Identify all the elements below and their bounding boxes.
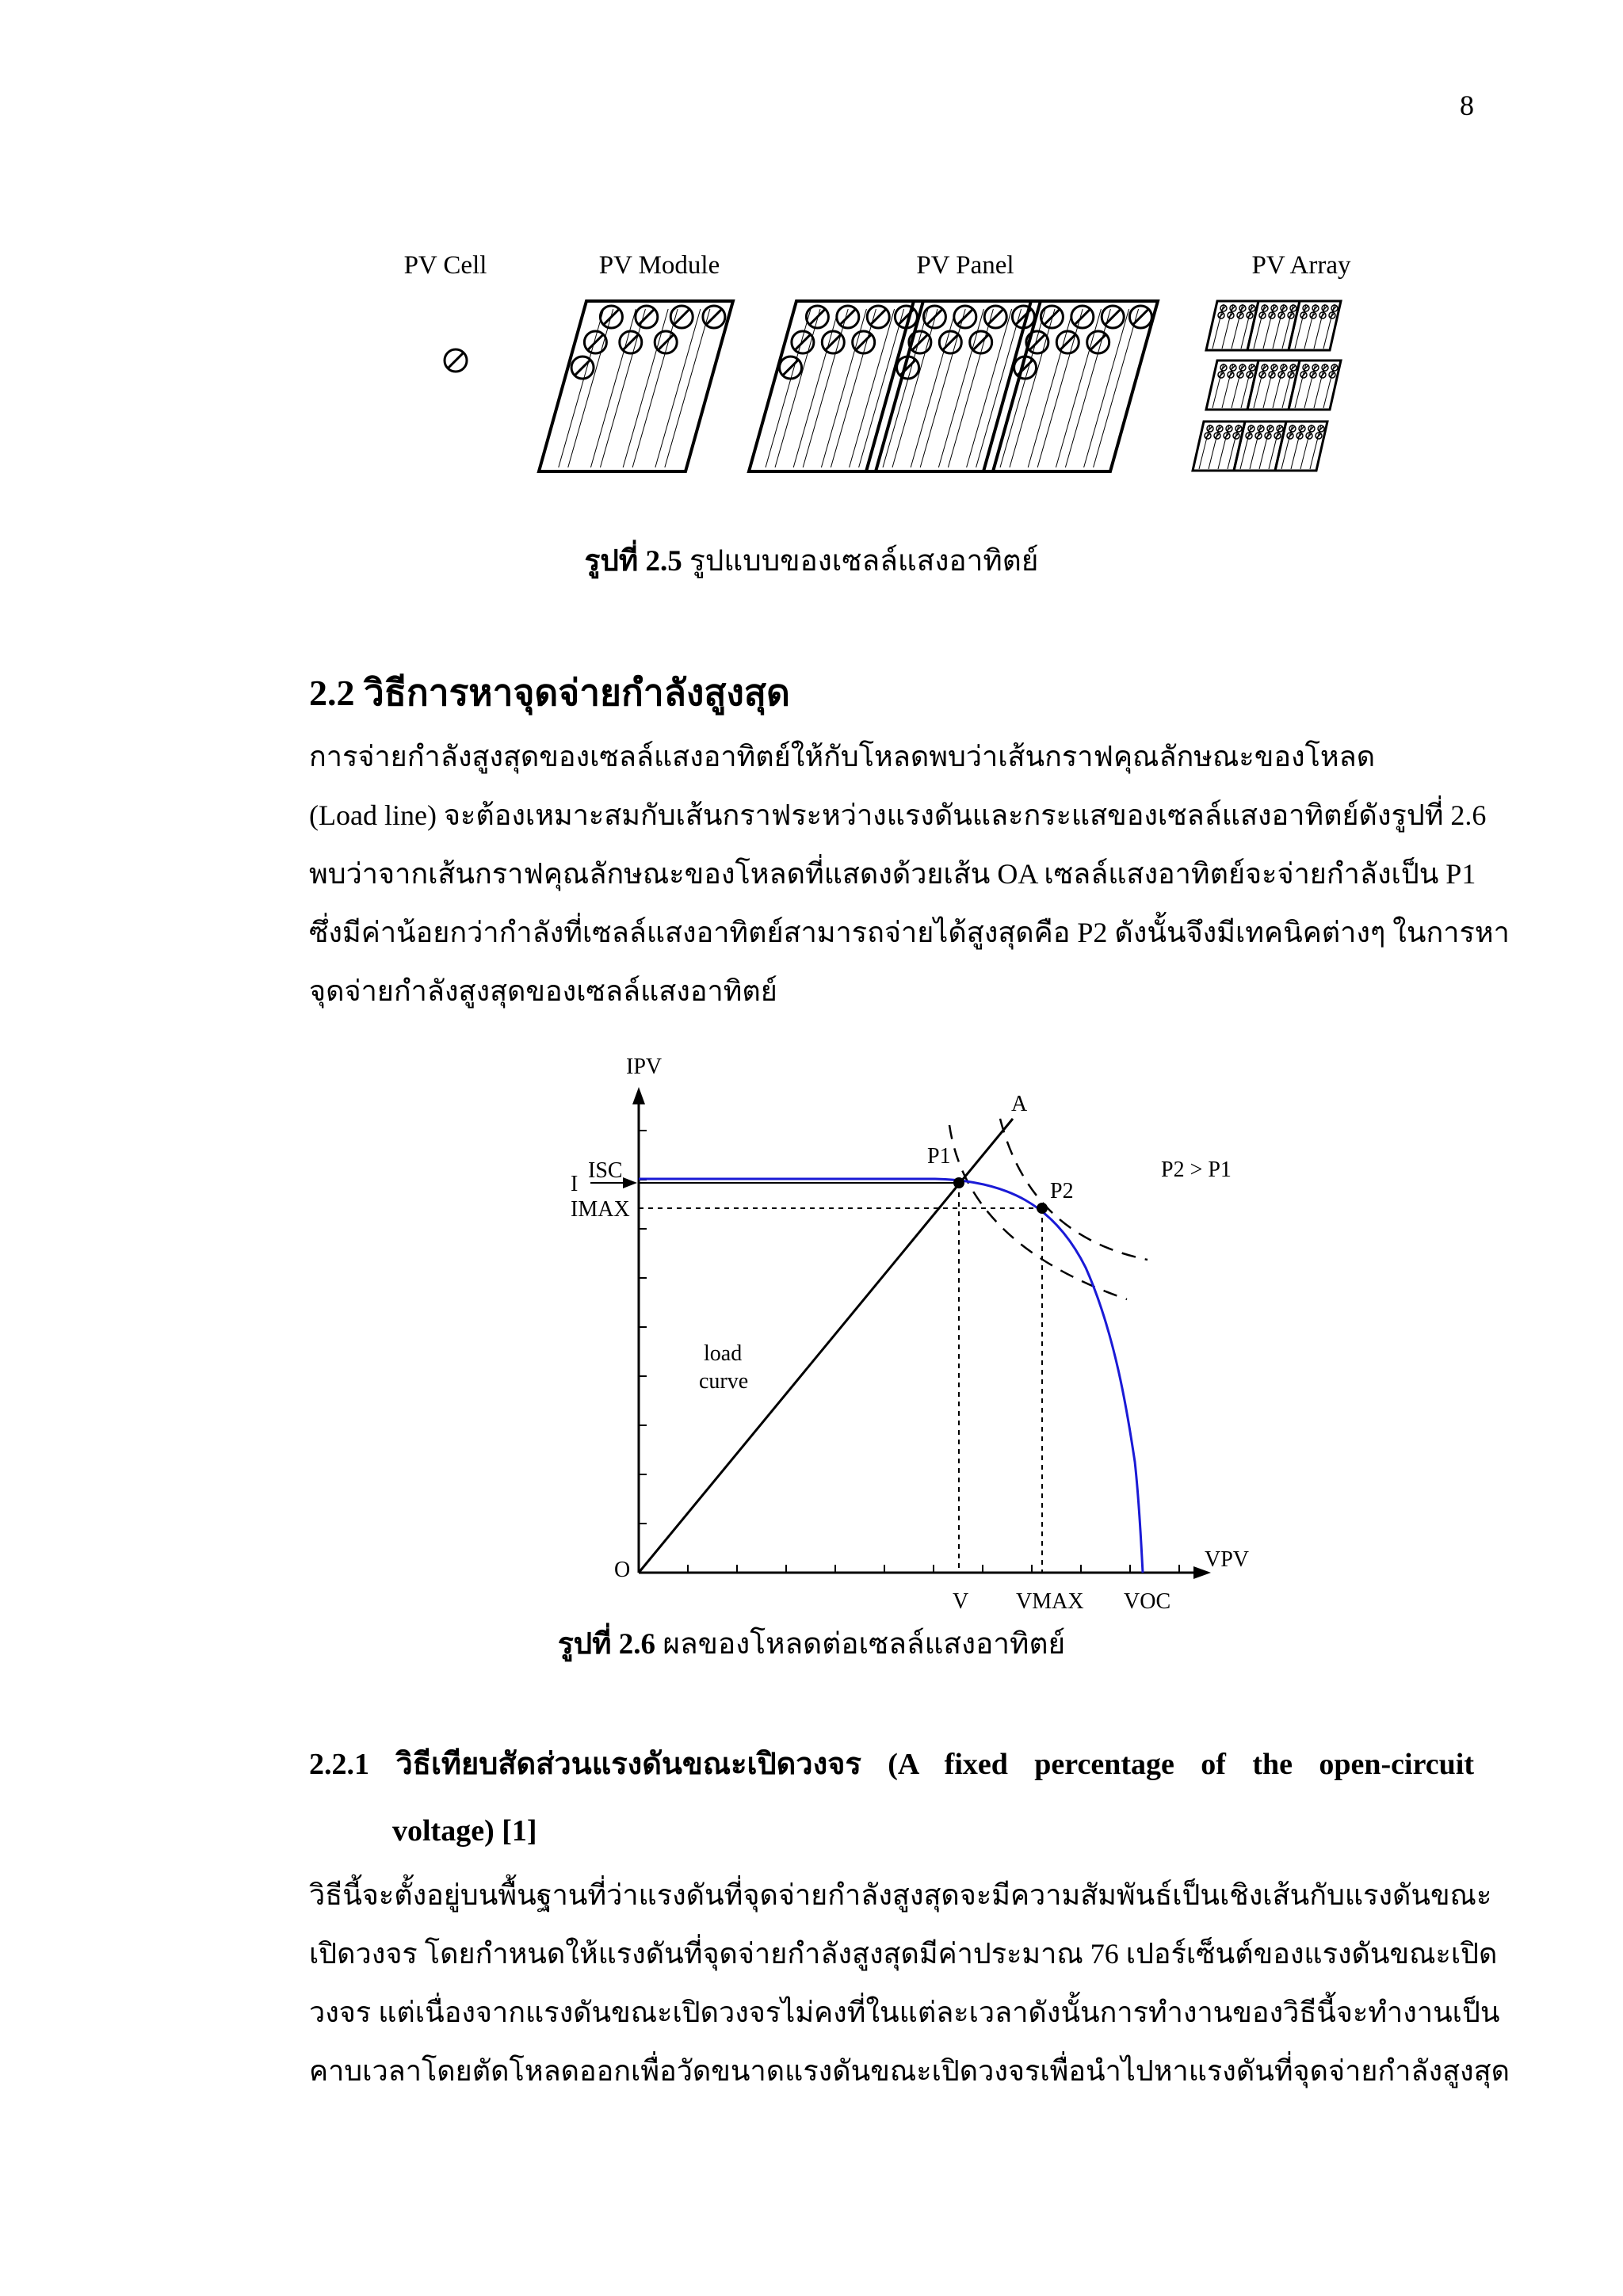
pv-panel-module-1-cell-slash [856,334,872,350]
label-pv-array: PV Array [1251,251,1351,280]
pv-panel-module-3-cell-slash [1018,360,1033,376]
pv-array-cell-slash [1319,426,1323,431]
label-imax: IMAX [571,1197,630,1222]
pv-array-cell-slash [1281,306,1286,311]
pv-panel-module-2-string [976,309,1022,467]
pv-array-cell-slash [1249,426,1254,431]
pv-array-cell-slash [1221,306,1226,311]
paragraph-line: คาบเวลาโดยตัดโหลดออกเพื่อวัดขนาดแรงดันขณะเปิดวงจรเพื่อนำไปหาแรงดันที่จุดจ่ายกำลังสูงสุด [309,2055,1510,2087]
paragraph-line: เปิดวงจร โดยกำหนดให้แรงดันที่จุดจ่ายกำลังสูงสุดมีค่าประมาณ 76 เปอร์เซ็นต์ของแรงดันขณะเปิด [309,1938,1498,1970]
pv-array-cell-slash [1268,426,1273,431]
pv-panel-module-2-cell-slash [900,360,916,376]
label-isc: ISC [588,1158,623,1183]
label-pv-cell: PV Cell [403,251,487,280]
pv-panel-module-3-cell-slash [1133,309,1149,325]
pv-array-cell-slash [1217,426,1222,431]
point-p2 [1037,1203,1048,1214]
label-p1: P1 [927,1144,951,1169]
paragraph-line: การจ่ายกำลังสูงสุดของเซลล์แสงอาทิตย์ให้กับโหลดพบว่าเส้นกราฟคุณลักษณะของโหลด [309,741,1376,772]
pv-panel-module-1-cell-slash [810,309,826,325]
label-pv-panel: PV Panel [916,251,1014,280]
pv-panel-module-1-cell-slash [783,360,799,376]
figure-2-5-caption: รูปที่ 2.5 รูปแบบของเซลล์แสงอาทิตย์ [584,545,1039,578]
label-p2: P2 [1050,1179,1074,1203]
power-curve-p2 [1000,1119,1148,1260]
pv-cell-icon-slash [448,353,464,368]
page-number: 8 [1460,90,1474,121]
pv-panel-module-3-cell-slash [1090,334,1106,350]
pv-module-string [590,309,636,467]
pv-array-cell-slash [1231,365,1235,370]
label-curve: curve [699,1369,749,1394]
label-load: load [704,1341,743,1366]
label-p2-gt-p1: P2 > P1 [1161,1158,1232,1182]
pv-panel-module-3-string [1028,309,1073,467]
paragraph-line: จุดจ่ายกำลังสูงสุดของเซลล์แสงอาทิตย์ [309,975,777,1007]
pv-array-cell-slash [1309,426,1314,431]
paragraph-line: ซึ่งมีค่าน้อยกว่ากำลังที่เซลล์แสงอาทิตย์สามารถจ่ายได้สูงสุดคือ P2 ดังนั้นจึงมีเทคนิคต่างๆ ในการหา [309,917,1510,948]
power-curve-p1 [949,1125,1127,1299]
label-vpv: VPV [1205,1547,1250,1572]
section-2-2-heading: 2.2 วิธีการหาจุดจ่ายกำลังสูงสุด [309,673,790,713]
section-2-2-1-paragraph [309,1866,1510,2100]
label-vmax: VMAX [1016,1589,1084,1614]
pv-panel-module-3-frame [983,301,1158,471]
pv-array-cell-slash [1236,426,1241,431]
pv-panel-module-2-cell-slash [973,334,989,350]
pv-array-cell-slash [1262,365,1267,370]
pv-array-cell-slash [1281,365,1286,370]
pv-array-cell-slash [1227,426,1232,431]
pv-array-cell-slash [1221,365,1226,370]
pv-panel-module-2-string [911,309,956,467]
pv-array-cell-slash [1258,426,1263,431]
pv-array-cell-slash [1332,306,1337,311]
pv-panel-module-2-frame [866,301,1041,471]
paragraph-line: พบว่าจากเส้นกราฟคุณลักษณะของโหลดที่แสดงด้วยเส้น OA เซลล์แสงอาทิตย์จะจ่ายกำลังเป็น P1 [309,858,1476,890]
pv-array-cell-slash [1323,306,1327,311]
pv-array-cell-slash [1250,365,1254,370]
pv-array-cell-slash [1304,365,1308,370]
pv-array-cell-slash [1304,306,1308,311]
pv-panel-module-3-cell-slash [1105,309,1121,325]
pv-array-cell-slash [1208,426,1212,431]
pv-panel-module-1-string [859,309,904,467]
section-2-2-1-heading [309,1731,1474,1864]
label-i: I [571,1172,579,1196]
pv-panel-module-2-cell-slash [927,309,943,325]
pv-panel-module-2-cell-slash [987,309,1003,325]
pv-array-cell-slash [1231,306,1235,311]
pv-array-cell-slash [1332,365,1337,370]
label-v: V [953,1589,969,1614]
pv-array-cell-slash [1290,426,1295,431]
pv-array-cell-slash [1291,365,1296,370]
label-ipv: IPV [626,1055,663,1079]
paragraph-line: (Load line) จะต้องเหมาะสมกับเส้นกราฟระหว่างแรงดันและกระแสของเซลล์แสงอาทิตย์ดังรูปที่ 2.6 [309,799,1487,831]
pv-array-cell-slash [1291,306,1296,311]
pv-panel-module-1-cell-slash [870,309,886,325]
pv-module-cell-slash [639,309,655,325]
pv-module-cell-slash [575,360,590,376]
pv-array-cell-slash [1250,306,1254,311]
label-pv-module: PV Module [598,251,720,280]
pv-array-cell-slash [1300,426,1304,431]
paragraph-line: วงจร แต่เนื่องจากแรงดันขณะเปิดวงจรไม่คงที่ในแต่ละเวลาดังนั้นการทำงานของวิธีนี้จะทำงานเป็น [309,1997,1500,2028]
pv-array-cell-slash [1277,426,1282,431]
label-a: A [1011,1092,1028,1116]
pv-array-cell-slash [1272,365,1277,370]
pv-panel-module-3-cell-slash [1044,309,1060,325]
pv-panel-module-1-string [793,309,838,467]
load-effect-iv-figure [0,1030,1623,1616]
pv-array-cell-slash [1323,365,1327,370]
pv-array-cell-slash [1313,365,1318,370]
figure-2-6-caption: รูปที่ 2.6 ผลของโหลดต่อเซลล์แสงอาทิตย์ [557,1628,1066,1661]
pv-module-cell-slash [604,309,620,325]
pv-module-string [559,309,604,467]
pv-array-cell-slash [1240,306,1245,311]
pv-array-cell-slash [1262,306,1267,311]
paragraph-line: วิธีนี้จะตั้งอยู่บนพื้นฐานที่ว่าแรงดันที่จุดจ่ายกำลังสูงสุดจะมีความสัมพันธ์เป็นเชิงเส้นกับแรงดันขณะ [309,1879,1492,1911]
pv-array-cell-slash [1272,306,1277,311]
pv-module-string [600,309,645,467]
pv-array-cell-slash [1313,306,1318,311]
heading-line: voltage) [1] [392,1814,537,1848]
pv-hierarchy-figure [0,0,1623,507]
pv-array-cell-slash [1240,365,1245,370]
heading-line: 2.2.1 วิธีเทียบสัดส่วนแรงดันขณะเปิดวงจร (A fixed percentage of the open-circuit [309,1748,1474,1781]
point-p1 [953,1177,964,1188]
pv-module-frame [539,301,733,471]
y-axis-arrow [632,1087,645,1104]
pv-panel-module-3-string [1094,309,1139,467]
pv-module-cell-slash [706,309,722,325]
label-voc: VOC [1124,1589,1171,1614]
pv-module-cell-slash [674,309,689,325]
pv-panel-module-1-frame [749,301,923,471]
section-2-2-paragraph [309,727,1510,1020]
i-arrow-head [623,1177,637,1188]
label-origin: O [614,1558,631,1582]
